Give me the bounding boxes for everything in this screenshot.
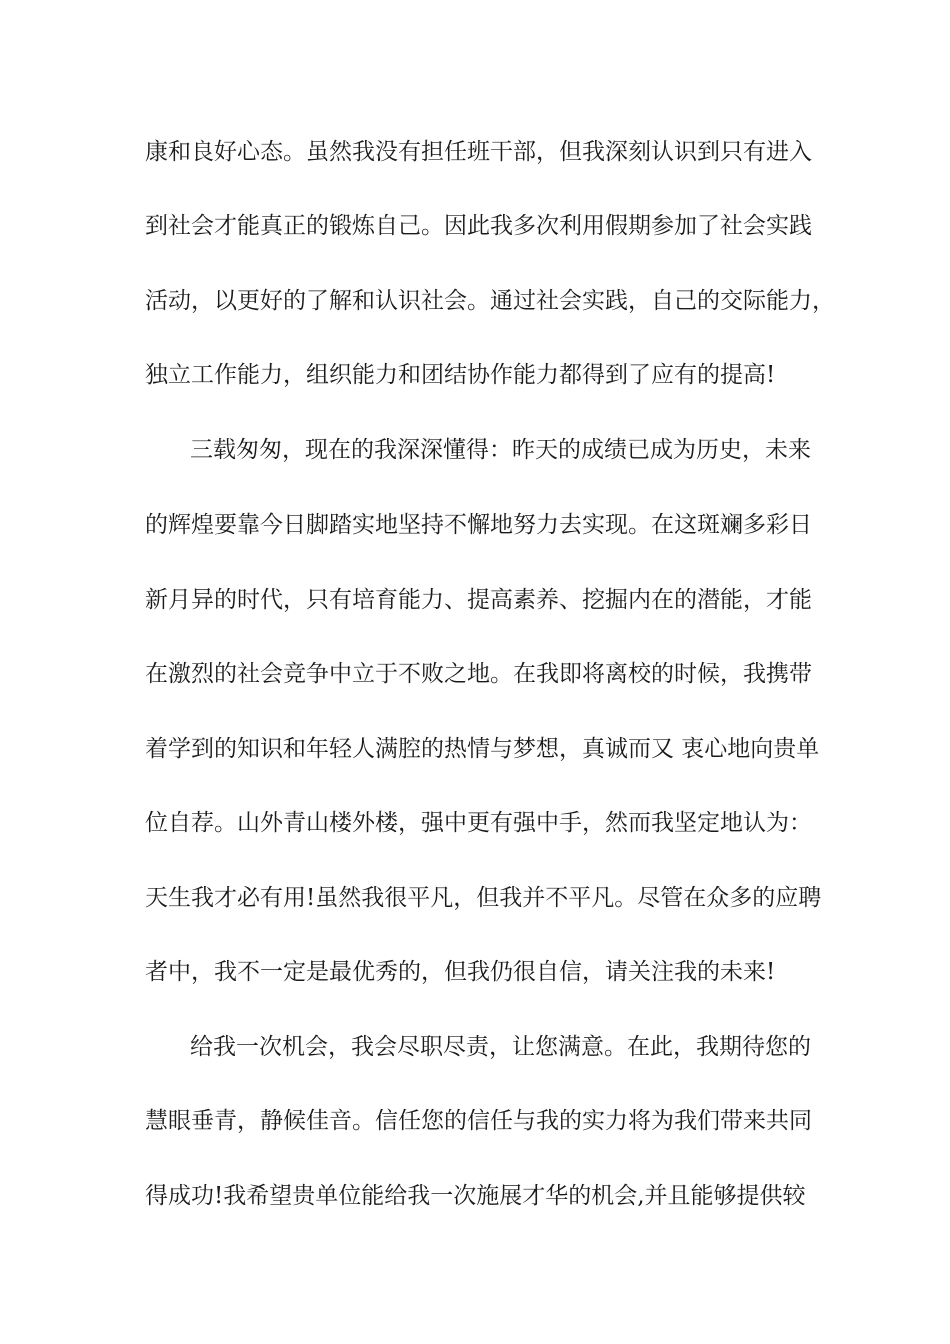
text-line: 独立工作能力，组织能力和团结协作能力都得到了应有的提高!	[145, 362, 776, 388]
text-line: 到社会才能真正的锻炼自己。因此我多次利用假期参加了社会实践	[145, 213, 812, 239]
text-line: 者中，我不一定是最优秀的，但我仍很自信，请关注我的未来!	[145, 959, 776, 985]
text-line: 的辉煌要靠今日脚踏实地坚持不懈地努力去实现。在这斑斓多彩日	[145, 512, 812, 538]
text-line: 给我一次机会，我会尽职尽责，让您满意。在此，我期待您的	[190, 1034, 811, 1060]
text-line: 新月异的时代，只有培育能力、提高素养、挖掘内在的潜能，才能	[145, 587, 812, 613]
text-line: 着学到的知识和年轻人满腔的热情与梦想，真诚而又 衷心地向贵单	[145, 736, 820, 762]
text-line: 康和良好心态。虽然我没有担任班干部，但我深刻认识到只有进入	[145, 139, 812, 165]
text-line: 位自荐。山外青山楼外楼，强中更有强中手，然而我坚定地认为：	[145, 810, 812, 836]
text-line: 得成功!我希望贵单位能给我一次施展才华的机会,并且能够提供较	[145, 1183, 806, 1209]
text-line: 活动，以更好的了解和认识社会。通过社会实践，自己的交际能力，	[145, 288, 835, 314]
text-line: 三载匆匆，现在的我深深懂得：昨天的成绩已成为历史，未来	[190, 437, 811, 463]
text-line: 天生我才必有用!虽然我很平凡，但我并不平凡。尽管在众多的应聘	[145, 885, 822, 911]
text-line: 慧眼垂青，静候佳音。信任您的信任与我的实力将为我们带来共同	[145, 1108, 812, 1134]
text-line: 在激烈的社会竞争中立于不败之地。在我即将离校的时候，我携带	[145, 661, 812, 687]
